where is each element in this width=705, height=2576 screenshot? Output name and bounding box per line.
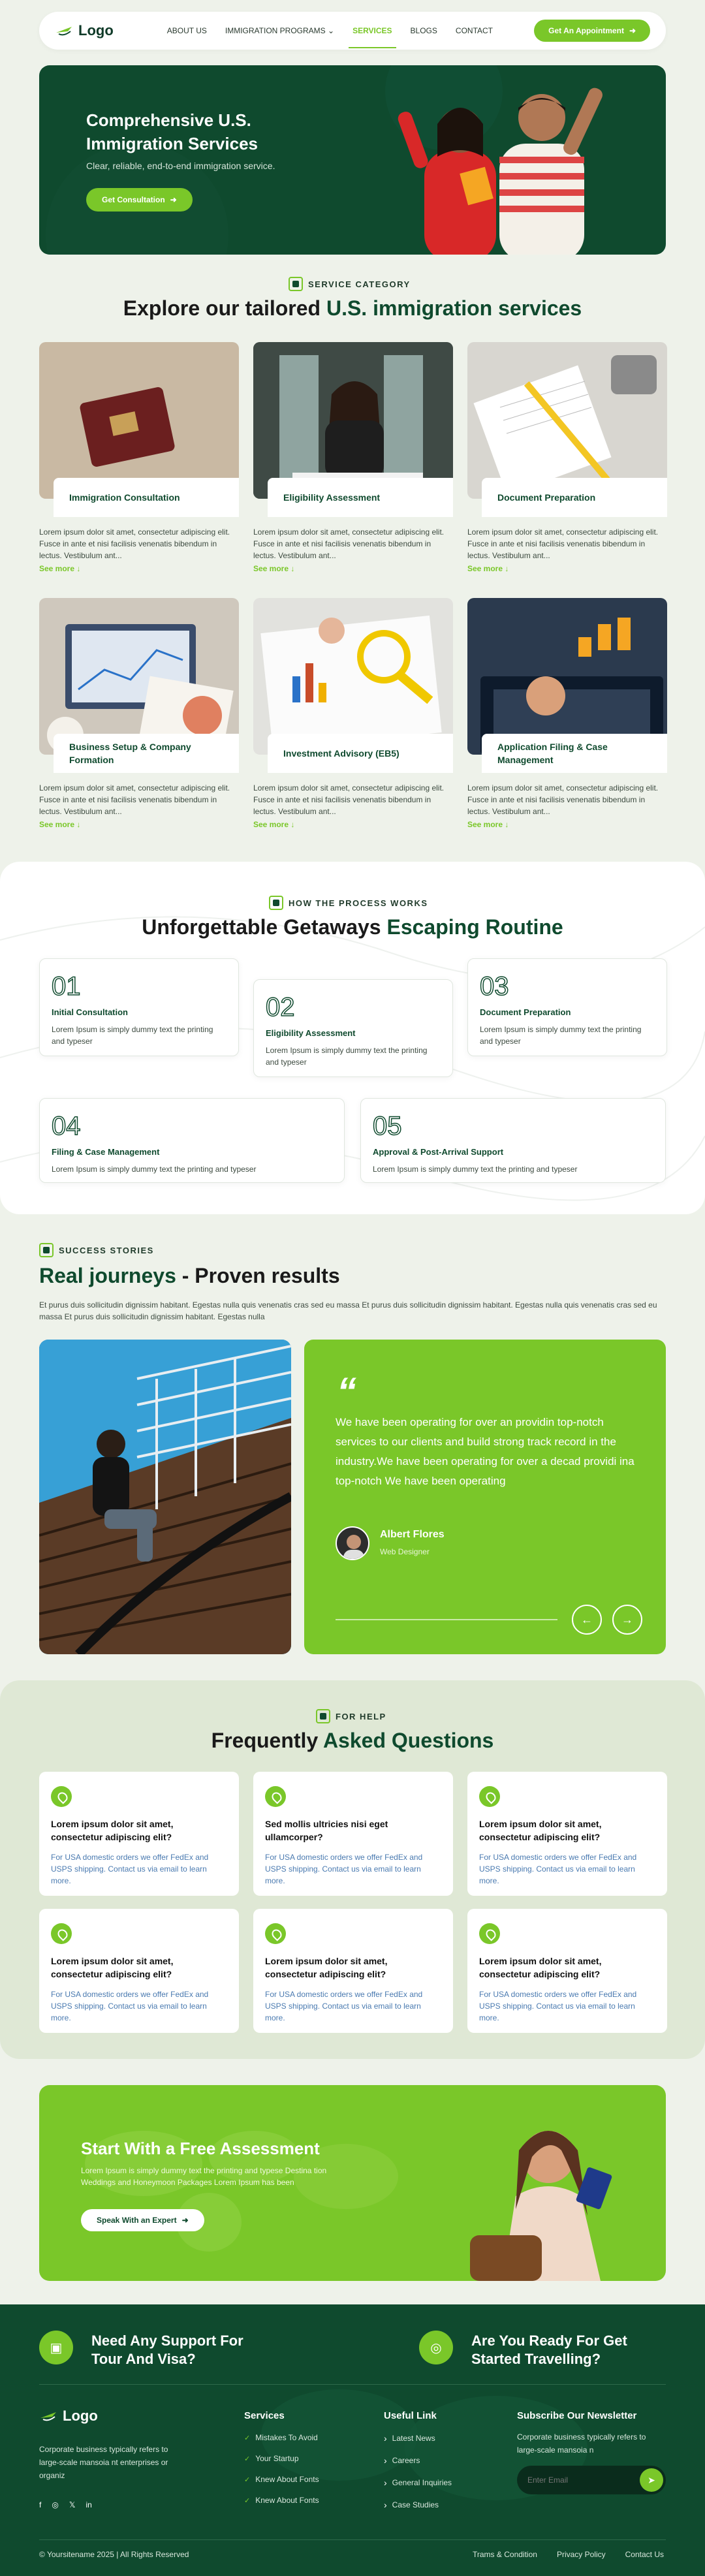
step-text: Lorem Ipsum is simply dummy text the printing and typeser [52, 1165, 257, 1174]
service-description: Lorem ipsum dolor sit amet, consectetur adipiscing elit. Fusce in ante et nisi facilisis venenatis bibendum in lectus. Vestibulum ant... [39, 527, 230, 560]
avatar-image [337, 1528, 369, 1560]
nav-services[interactable]: SERVICES [352, 22, 392, 39]
process-step-3 [467, 958, 667, 1056]
step-title: Document Preparation [480, 1007, 571, 1017]
cta-text: Lorem Ipsum is simply dummy text the printing and typese Destina tion Weddings and Honeymoon Packages Lorem Ipsum has been [81, 2166, 327, 2187]
passport-icon [269, 896, 283, 910]
faq-question: Sed mollis ultricies nisi eget ullamcorper? [265, 1819, 388, 1842]
service-title-label: Eligibility Assessment [283, 492, 381, 503]
service-image [253, 598, 453, 755]
plane-logo-icon [39, 2410, 57, 2422]
see-more-label: See more [253, 820, 289, 829]
faq-heading [0, 1729, 705, 1753]
process-heading-part1: Unforgettable Getaways [142, 915, 387, 939]
service-image [467, 598, 667, 755]
service-card[interactable] [253, 342, 453, 577]
faq-answer: For USA domestic orders we offer FedEx and USPS shipping. Contact us via email to learn more. [479, 1990, 637, 2022]
service-title [54, 734, 239, 773]
location-pin-icon [265, 1923, 286, 1944]
footer-link[interactable] [384, 2433, 452, 2443]
step-title: Eligibility Assessment [266, 1028, 356, 1038]
terms-link[interactable]: Trams & Condition [473, 2550, 537, 2559]
newsletter [517, 2410, 666, 2494]
footer [0, 2304, 705, 2576]
faq-answer: For USA domestic orders we offer FedEx and USPS shipping. Contact us via email to learn more. [479, 1853, 637, 1885]
service-title [482, 734, 667, 773]
contact-link[interactable]: Contact Us [625, 2550, 664, 2559]
see-more-label: See more [467, 820, 503, 829]
footer-link[interactable] [244, 2454, 319, 2463]
email-input[interactable] [527, 2475, 640, 2485]
footer-about: Corporate business typically refers to large-scale mansoia nt enterprises or organiz [39, 2445, 168, 2480]
faq-heading-part2: Asked Questions [322, 1729, 494, 1752]
nav-immigration-label: IMMIGRATION PROGRAMS [225, 26, 326, 35]
instagram-icon[interactable]: ◎ [52, 2500, 59, 2509]
arrow-down-icon: ↓ [76, 820, 81, 829]
chevron-down-icon: ⌄ [328, 26, 335, 35]
send-icon[interactable]: ➤ [640, 2468, 663, 2492]
footer-divider [39, 2384, 666, 2385]
arrow-left-icon: ← [581, 1612, 593, 1626]
stories-tag [39, 1243, 154, 1257]
step-number: 01 [52, 972, 81, 1001]
service-photo [467, 598, 667, 755]
passport-icon [39, 1243, 54, 1257]
services-title: Services [244, 2410, 285, 2421]
faq-card[interactable] [39, 1909, 239, 2033]
service-description: Lorem ipsum dolor sit amet, consectetur adipiscing elit. Fusce in ante et nisi facilisis venenatis bibendum in lectus. Vestibulum ant... [253, 783, 445, 816]
step-text: Lorem Ipsum is simply dummy text the printing and typeser [373, 1165, 578, 1174]
newsletter-title: Subscribe Our Newsletter [517, 2410, 637, 2421]
service-card[interactable] [467, 342, 667, 577]
see-more-label: See more [39, 820, 75, 829]
faq-card[interactable] [39, 1772, 239, 1896]
see-more-link[interactable] [39, 820, 80, 829]
footer-link[interactable] [244, 2475, 319, 2484]
step-number: 02 [266, 993, 295, 1022]
faq-question: Lorem ipsum dolor sit amet, consectetur adipiscing elit? [479, 1819, 602, 1842]
see-more-link[interactable] [253, 564, 294, 573]
location-pin-icon [479, 1923, 500, 1944]
author-name: Albert Flores [380, 1529, 445, 1540]
footer-link-label: › General Inquiries [392, 2478, 452, 2487]
globe-icon: ◎ [419, 2331, 453, 2364]
service-description: Lorem ipsum dolor sit amet, consectetur adipiscing elit. Fusce in ante et nisi facilisis venenatis bibendum in lectus. Vestibulum ant... [253, 527, 445, 560]
faq-tag [316, 1709, 386, 1723]
footer-link-label: ✓ Your Startup [255, 2454, 299, 2463]
plane-logo-icon [55, 25, 73, 37]
service-title-label: Investment Advisory (EB5) [283, 748, 400, 759]
faq-question: Lorem ipsum dolor sit amet, consectetur adipiscing elit? [51, 1819, 174, 1842]
step-text: Lorem Ipsum is simply dummy text the printing and typeser [52, 1025, 213, 1046]
nav-contact[interactable]: CONTACT [455, 26, 494, 35]
faq-tag-label: FOR HELP [336, 1711, 386, 1721]
footer-link-label: ✓ Mistakes To Avoid [255, 2433, 318, 2442]
service-title-label: Application Filing & Case Management [497, 742, 608, 765]
appointment-button[interactable] [534, 20, 650, 42]
linkedin-icon[interactable]: in [86, 2500, 92, 2509]
faq-answer: For USA domestic orders we offer FedEx and USPS shipping. Contact us via email to learn more. [265, 1853, 423, 1885]
services-heading-part1: Explore our tailored [123, 296, 326, 320]
facebook-icon[interactable]: f [39, 2500, 42, 2509]
service-photo [39, 598, 239, 755]
copyright: © Yoursitename 2025 | All Rights Reserved [39, 2550, 189, 2559]
footer-link[interactable] [244, 2496, 319, 2505]
step-number: 05 [373, 1112, 402, 1140]
stairs-photo-image [39, 1340, 291, 1654]
x-twitter-icon[interactable]: 𝕏 [69, 2500, 76, 2509]
story-photo [39, 1340, 291, 1654]
stories-heading [39, 1264, 340, 1288]
hero-title: Comprehensive U.S. Immigration Services [86, 110, 258, 153]
divider [336, 1619, 557, 1620]
service-title-label: Document Preparation [497, 492, 596, 503]
newsletter-text: Corporate business typically refers to large-scale mansoia n [517, 2432, 646, 2455]
step-title: Initial Consultation [52, 1007, 128, 1017]
service-card[interactable] [39, 598, 239, 833]
process-step-5 [360, 1098, 666, 1183]
quote-icon: “ [337, 1370, 356, 1413]
arrow-right-icon: ➜ [170, 195, 177, 204]
service-title [54, 478, 239, 517]
service-description: Lorem ipsum dolor sit amet, consectetur adipiscing elit. Fusce in ante et nisi facilisis venenatis bibendum in lectus. Vestibulum ant... [39, 783, 230, 816]
service-image [467, 342, 667, 499]
service-photo [467, 342, 667, 499]
privacy-link[interactable]: Privacy Policy [556, 2550, 606, 2559]
avatar [336, 1526, 369, 1560]
faq-question: Lorem ipsum dolor sit amet, consectetur adipiscing elit? [51, 1956, 174, 1979]
stories-heading-part2: - Proven results [176, 1264, 340, 1287]
social-links [39, 2500, 92, 2509]
arrow-right-icon: ➜ [629, 26, 636, 35]
stories-heading-part1: Real journeys [39, 1264, 176, 1287]
service-card[interactable] [467, 598, 667, 833]
services-tag [289, 277, 411, 291]
process-step-1 [39, 958, 239, 1056]
process-heading-part2: Escaping Routine [386, 915, 563, 939]
nav-blogs[interactable]: BLOGS [410, 26, 437, 35]
author-role: Web Designer [380, 1547, 430, 1556]
hero-banner [39, 65, 666, 255]
stories-tag-label: SUCCESS STORIES [59, 1245, 154, 1255]
see-more-link[interactable] [467, 564, 509, 573]
traveler-illustration [392, 2085, 666, 2281]
see-more-link[interactable] [467, 820, 509, 829]
service-card[interactable] [253, 598, 453, 833]
see-more-label: See more [39, 564, 75, 573]
service-image [39, 342, 239, 499]
service-image [253, 342, 453, 499]
footer-bottom-divider [39, 2539, 666, 2540]
service-photo [39, 342, 239, 499]
footer-link[interactable] [384, 2477, 452, 2488]
arrow-down-icon: ↓ [290, 820, 295, 829]
logo[interactable] [55, 22, 114, 39]
footer-link-label: ✓ Knew About Fonts [255, 2475, 319, 2484]
service-photo [253, 342, 453, 499]
services-tag-label: SERVICE CATEGORY [308, 279, 411, 289]
ready-heading: Are You Ready For Get Started Travelling? [471, 2333, 627, 2367]
service-title-label: Business Setup & Company Formation [69, 742, 191, 765]
hero-subtitle: Clear, reliable, end-to-end immigration service. [86, 161, 275, 171]
faq-question: Lorem ipsum dolor sit amet, consectetur adipiscing elit? [265, 1956, 388, 1979]
testimonial-text: We have been operating for over an providin top-notch services to our clients and build strong track record in the industry.We have been operating for over a decad providi ina top-notch We have been operating [336, 1416, 634, 1487]
location-pin-icon [51, 1786, 72, 1807]
service-title-label: Immigration Consultation [69, 492, 180, 503]
footer-link-label: › Case Studies [392, 2500, 439, 2509]
process-step-4 [39, 1098, 345, 1183]
footer-link-label: ✓ Knew About Fonts [255, 2496, 319, 2505]
footer-services [244, 2410, 319, 2505]
see-more-link[interactable] [253, 820, 294, 829]
support-heading: Need Any Support For Tour And Visa? [91, 2333, 243, 2367]
footer-link-label: › Latest News [392, 2434, 435, 2443]
passport-icon: ▣ [39, 2331, 73, 2364]
cta-title: Start With a Free Assessment [81, 2139, 320, 2158]
testimonial-card [304, 1340, 666, 1654]
top-nav [39, 12, 666, 50]
passport-icon [289, 277, 303, 291]
logo-text: Logo [63, 2408, 98, 2424]
appointment-label: Get An Appointment [548, 26, 624, 35]
location-pin-icon [51, 1923, 72, 1944]
faq-heading-part1: Frequently [211, 1729, 323, 1752]
service-description: Lorem ipsum dolor sit amet, consectetur adipiscing elit. Fusce in ante et nisi facilisis venenatis bibendum in lectus. Vestibulum ant... [467, 783, 659, 816]
faq-answer: For USA domestic orders we offer FedEx and USPS shipping. Contact us via email to learn more. [51, 1990, 209, 2022]
faq-card[interactable] [253, 1909, 453, 2033]
step-number: 03 [480, 972, 509, 1001]
footer-link[interactable] [384, 2500, 452, 2510]
footer-link[interactable] [244, 2433, 319, 2442]
consultation-label: Get Consultation [102, 195, 165, 204]
service-title [482, 478, 667, 517]
passport-icon [316, 1709, 330, 1723]
step-text: Lorem Ipsum is simply dummy text the printing and typeser [266, 1046, 428, 1067]
prev-button[interactable] [572, 1605, 602, 1635]
location-pin-icon [265, 1786, 286, 1807]
process-heading [0, 915, 705, 939]
services-heading [0, 296, 705, 321]
step-title: Approval & Post-Arrival Support [373, 1147, 504, 1157]
footer-logo[interactable] [39, 2408, 98, 2425]
service-card[interactable] [39, 342, 239, 577]
faq-card[interactable] [467, 1909, 667, 2033]
process-step-2 [253, 979, 453, 1077]
faq-question: Lorem ipsum dolor sit amet, consectetur adipiscing elit? [479, 1956, 602, 1979]
hero-people-illustration [379, 72, 627, 255]
faq-card[interactable] [467, 1772, 667, 1896]
service-title [268, 734, 453, 773]
footer-useful-links [384, 2410, 452, 2510]
nav-about[interactable]: ABOUT US [166, 26, 207, 35]
step-text: Lorem Ipsum is simply dummy text the printing and typeser [480, 1025, 642, 1046]
faq-card[interactable] [253, 1772, 453, 1896]
arrow-down-icon: ↓ [290, 564, 295, 573]
useful-title: Useful Link [384, 2410, 437, 2421]
next-button[interactable] [612, 1605, 642, 1635]
service-title [268, 478, 453, 517]
faq-answer: For USA domestic orders we offer FedEx and USPS shipping. Contact us via email to learn more. [265, 1990, 423, 2022]
process-tag-label: HOW THE PROCESS WORKS [289, 898, 428, 908]
faq-answer: For USA domestic orders we offer FedEx and USPS shipping. Contact us via email to learn more. [51, 1853, 209, 1885]
arrow-down-icon: ↓ [505, 564, 509, 573]
see-more-link[interactable] [39, 564, 80, 573]
speak-expert-label: Speak With an Expert [97, 2216, 177, 2225]
see-more-label: See more [253, 564, 289, 573]
process-tag [269, 896, 428, 910]
arrow-right-icon: ➜ [181, 2216, 189, 2225]
stories-intro: Et purus duis sollicitudin dignissim habitant. Egestas nulla quis venenatis cras sed eu massa Et purus duis sollicitudin dignissim habitant. Egestas nulla quis venenatis cras sed eu massa Et purus duis sollicitudin dignissim habitant. Egestas nulla [39, 1300, 657, 1321]
arrow-down-icon: ↓ [505, 820, 509, 829]
footer-link[interactable] [384, 2455, 452, 2466]
step-number: 04 [52, 1112, 81, 1140]
newsletter-form [517, 2466, 666, 2494]
location-pin-icon [479, 1786, 500, 1807]
arrow-right-icon: → [621, 1612, 633, 1626]
step-title: Filing & Case Management [52, 1147, 160, 1157]
nav-immigration-programs[interactable] [225, 22, 334, 39]
speak-expert-button[interactable] [81, 2209, 204, 2231]
footer-link-label: › Careers [392, 2456, 420, 2465]
logo-text: Logo [78, 22, 114, 39]
main-menu [167, 22, 493, 39]
service-description: Lorem ipsum dolor sit amet, consectetur adipiscing elit. Fusce in ante et nisi facilisis venenatis bibendum in lectus. Vestibulum ant... [467, 527, 659, 560]
assessment-banner [39, 2085, 666, 2281]
service-photo [253, 598, 453, 755]
services-heading-part2: U.S. immigration services [326, 296, 582, 320]
legal-links [473, 2550, 664, 2559]
service-image [39, 598, 239, 755]
see-more-label: See more [467, 564, 503, 573]
consultation-button[interactable] [86, 188, 193, 212]
arrow-down-icon: ↓ [76, 564, 81, 573]
